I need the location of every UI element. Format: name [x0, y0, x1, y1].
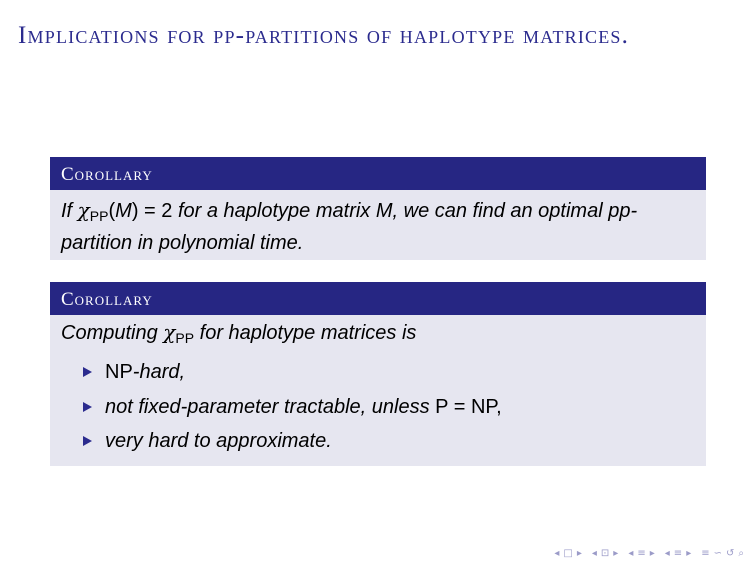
- nav-prev-doc-icon[interactable]: ◂: [664, 548, 670, 559]
- paren-close: ): [131, 200, 139, 222]
- corollary-block-2: [50, 282, 706, 466]
- chi-subscript: PP: [175, 330, 195, 346]
- matrix-variable: M: [115, 200, 132, 222]
- nav-prev-subsection-icon[interactable]: ◂: [591, 548, 597, 559]
- nav-frame-icon[interactable]: □: [563, 548, 573, 559]
- corollary-text: If: [61, 200, 78, 222]
- nav-prev-frame-icon[interactable]: ◂: [554, 548, 560, 559]
- consequence-list: [61, 356, 695, 460]
- chi-symbol: χ: [163, 320, 176, 344]
- nav-search-icon[interactable]: ⌕: [738, 548, 744, 559]
- nav-next-doc-icon[interactable]: ▸: [686, 548, 692, 559]
- corollary-text: for a haplotype matrix: [172, 200, 376, 222]
- list-item: NP-hard,: [83, 356, 695, 391]
- nav-forward-icon[interactable]: ↺: [726, 548, 735, 559]
- triangle-bullet-icon: [83, 402, 92, 412]
- corollary-body: [50, 190, 706, 265]
- paren-open: (: [108, 200, 116, 222]
- corollary-intro: Computing $\chi_{PP}$ for haplotype matrices is: [61, 320, 417, 346]
- nav-back-icon[interactable]: ∽: [713, 548, 722, 559]
- nav-next-subsection-icon[interactable]: ▸: [613, 548, 619, 559]
- corollary-header: Corollary: [50, 157, 706, 190]
- nav-next-section-icon[interactable]: ▸: [649, 548, 655, 559]
- chi-symbol: χ: [77, 198, 90, 222]
- corollary-header: Corollary: [50, 282, 706, 315]
- corollary-text: , we can find an optimal pp-partition in polynomial time.: [61, 200, 638, 254]
- list-item: very hard to approximate.: [83, 425, 695, 460]
- beamer-navigation: [554, 548, 744, 559]
- triangle-bullet-icon: [83, 367, 92, 377]
- nav-section-icon[interactable]: ≡: [637, 548, 646, 559]
- chi-subscript: PP: [89, 208, 109, 224]
- equals-two: = 2: [138, 200, 173, 222]
- corollary-block-1: [50, 157, 706, 260]
- slide-title: Implications for pp-partitions of haplotype matrices.: [18, 22, 630, 49]
- nav-prev-section-icon[interactable]: ◂: [628, 548, 634, 559]
- triangle-bullet-icon: [83, 436, 92, 446]
- nav-next-frame-icon[interactable]: ▸: [576, 548, 582, 559]
- nav-subsection-icon[interactable]: ⊡: [600, 548, 610, 559]
- list-item: not fixed-parameter tractable, unless P = NP,: [83, 391, 695, 426]
- nav-doc-icon[interactable]: ≡: [673, 548, 683, 559]
- matrix-variable: M: [375, 200, 393, 222]
- nav-toc-icon[interactable]: ≡: [701, 548, 710, 559]
- corollary-body: [50, 315, 706, 468]
